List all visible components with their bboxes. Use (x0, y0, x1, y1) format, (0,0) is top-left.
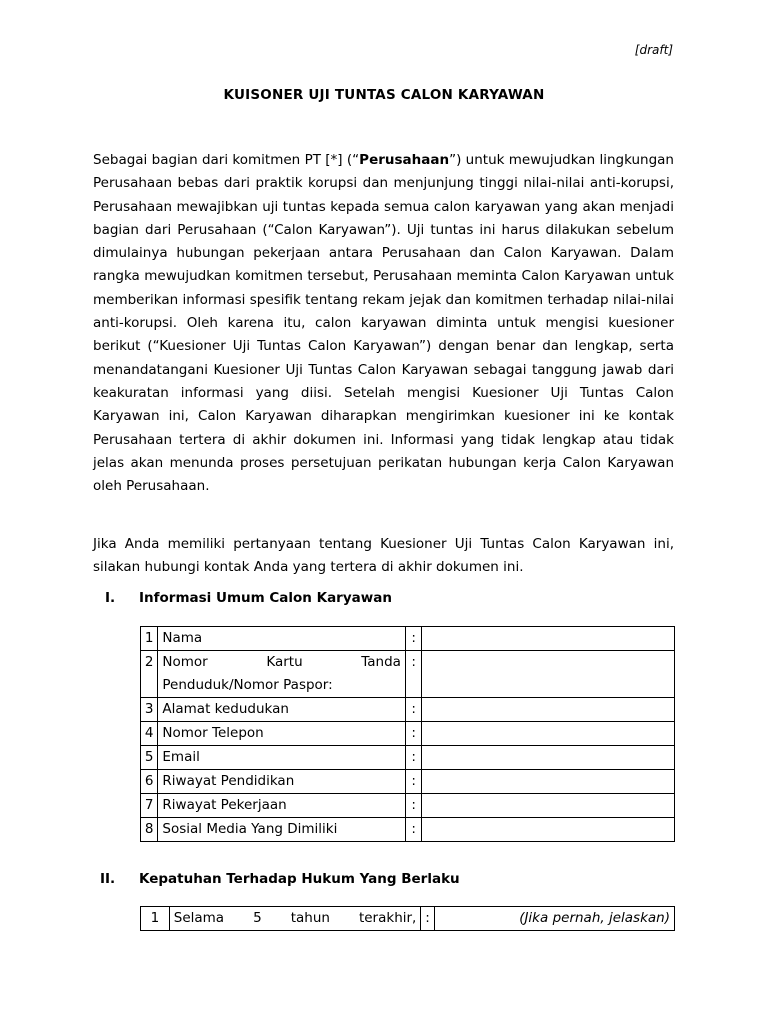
row-label: Nomor Telepon (158, 722, 406, 746)
phone-field[interactable] (422, 722, 675, 746)
label-word: 5 (253, 910, 262, 926)
row-number: 4 (141, 722, 158, 746)
label-word: terakhir, (358, 910, 417, 926)
section-1-number: I. (105, 590, 116, 606)
education-field[interactable] (422, 770, 675, 794)
table-row (141, 698, 675, 722)
row-colon: : (405, 794, 421, 818)
row-colon: : (405, 722, 421, 746)
label-word: Selama (173, 910, 225, 926)
table-row (141, 722, 675, 746)
row-label-line1 (162, 651, 401, 674)
row-label-line2: Penduduk/Nomor Paspor: (162, 677, 333, 693)
table-row (141, 627, 675, 651)
row-number: 1 (141, 627, 158, 651)
contact-paragraph: Jika Anda memiliki pertanyaan tentang Kuesioner Uji Tuntas Calon Karyawan ini, silakan hubungi kontak Anda yang tertera di akhir dokumen ini. (93, 536, 674, 576)
row-number: 7 (141, 794, 158, 818)
row-number: 6 (141, 770, 158, 794)
row-colon: : (421, 907, 434, 931)
row-label (158, 651, 406, 698)
label-word: Nomor (162, 654, 208, 670)
table-row (141, 651, 675, 698)
row-label: Riwayat Pekerjaan (158, 794, 406, 818)
label-word: tahun (290, 910, 330, 926)
label-word: Tanda (361, 654, 401, 670)
draft-tag: [draft] (634, 43, 673, 57)
section-2-number: II. (100, 871, 116, 887)
row-label: Email (158, 746, 406, 770)
social-media-field[interactable] (422, 818, 675, 842)
row-colon: : (405, 698, 421, 722)
row-colon: : (405, 627, 421, 651)
table-row (141, 770, 675, 794)
section-1-heading (105, 590, 392, 606)
table-row (141, 794, 675, 818)
name-field[interactable] (422, 627, 675, 651)
row-colon: : (405, 746, 421, 770)
section-1-title: Informasi Umum Calon Karyawan (139, 590, 392, 606)
document-title: KUISONER UJI TUNTAS CALON KARYAWAN (223, 87, 545, 103)
row-label: Nama (158, 627, 406, 651)
table-row (141, 746, 675, 770)
row-number: 2 (141, 651, 158, 698)
row-label: Alamat kedudukan (158, 698, 406, 722)
row-label (169, 907, 421, 931)
section-2-heading (100, 871, 460, 887)
row-label-line1 (174, 907, 417, 930)
table-row (141, 818, 675, 842)
legal-compliance-table (140, 906, 675, 931)
intro-text-start: Sebagai bagian dari komitmen PT [*] (“ (93, 152, 360, 168)
row-colon: : (405, 770, 421, 794)
row-colon: : (405, 818, 421, 842)
label-word: Kartu (266, 654, 303, 670)
address-field[interactable] (422, 698, 675, 722)
row-number: 8 (141, 818, 158, 842)
intro-bold-term: Perusahaan (359, 152, 450, 168)
general-info-table (140, 626, 675, 842)
table-row (141, 907, 675, 931)
work-history-field[interactable] (422, 794, 675, 818)
row-number: 5 (141, 746, 158, 770)
email-field[interactable] (422, 746, 675, 770)
row-number: 1 (141, 907, 170, 931)
intro-text-rest: ”) untuk mewujudkan lingkungan Perusahaan bebas dari praktik korupsi dan menjunjung tinggi nilai-nilai anti-korupsi, Perusahaan mewajibkan uji tuntas kepada semua calon karyawan yang akan menjadi bagian dari Perusahaan (“Calon Karyawan”). Uji tuntas ini harus dilakukan sebelum dimulainya hubungan pekerjaan antara Perusahaan dan Calon Karyawan. Dalam rangka mewujudkan komitmen tersebut, Perusahaan meminta Calon Karyawan untuk memberikan informasi spesifik tentang rekam jejak dan komitmen terhadap nilai-nilai anti-korupsi. Oleh karena itu, calon karyawan diminta untuk mengisi kuesioner berikut (“Kuesioner Uji Tuntas Calon Karyawan”) dengan benar dan lengkap, serta menandatangani Kuesioner Uji Tuntas Calon Karyawan sebagai tanggung jawab dari keakuratan informasi yang diisi. Setelah mengisi Kuesioner Uji Tuntas Calon Karyawan ini, Calon Karyawan diharapkan mengirimkan kuesioner ini ke kontak Perusahaan tertera di akhir dokumen ini. Informasi yang tidak lengkap atau tidak jelas akan menunda proses persetujuan perikatan hubungan kerja Calon Karyawan oleh Perusahaan. (93, 152, 674, 495)
row-label: Riwayat Pendidikan (158, 770, 406, 794)
intro-paragraph (93, 149, 674, 498)
answer-field[interactable]: (Jika pernah, jelaskan) (434, 907, 674, 931)
row-label: Sosial Media Yang Dimiliki (158, 818, 406, 842)
row-number: 3 (141, 698, 158, 722)
row-colon: : (405, 651, 421, 698)
id-number-field[interactable] (422, 651, 675, 698)
section-2-title: Kepatuhan Terhadap Hukum Yang Berlaku (139, 871, 460, 887)
